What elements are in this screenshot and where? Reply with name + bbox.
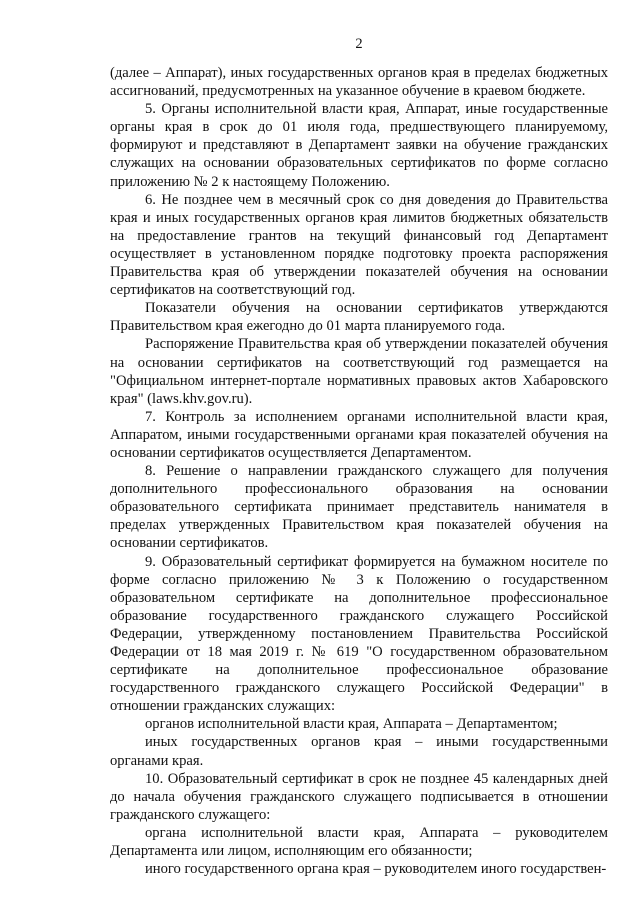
paragraph-item-6: 6. Не позднее чем в месячный срок со дня доведения до Правительства края и иных государственных органов края лимитов бюджетных обязательств на предоставление грантов на текущий финансовый год Департамент осуществляет в установленном порядке подготовку проекта распоряжения Правительства края об утверждении показателей обучения на основании сертификатов на соответствующий год. — [110, 191, 608, 299]
paragraph-item-9-sub-2: иных государственных органов края – иными государственными органами края. — [110, 734, 608, 769]
paragraph-order-publication: Распоряжение Правительства края об утверждении показателей обучения на основании сертификатов на соответствующий год размещается на "Официальном интернет-портале нормативных правовых актов Хабаровского края" (laws.khv.gov.ru). — [110, 336, 608, 407]
paragraph-continuation: (далее – Аппарат), иных государственных органов края в пределах бюджетных ассигнований, предусмотренных на указанное обучение в краевом бюджете. — [110, 65, 608, 100]
paragraph-item-9: 9. Образовательный сертификат формируется на бумажном носителе по форме согласно приложению № 3 к Положению о государственном образовательном сертификате на дополнительное профессиональное образование государственного гражданского служащего Российской Федерации, утвержденному постановлением Правительства Российской Федерации от 18 мая 2019 г. № 619 "О государственном образовательном сертификате на дополнительное профессиональное образование государственного гражданского служащего Российской Федерации" в отношении гражданских служащих: — [110, 553, 608, 715]
page-number: 2 — [355, 36, 363, 52]
document-body — [110, 64, 608, 878]
paragraph-item-9-sub-1: органов исполнительной власти края, Аппарата – Департаментом; — [145, 716, 558, 733]
paragraph-item-10-sub-2: иного государственного органа края – руководителем иного государствен- — [145, 861, 607, 878]
paragraph-item-7: 7. Контроль за исполнением органами исполнительной власти края, Аппаратом, иными государственными органами края показателей обучения на основании сертификатов осуществляется Департаментом. — [110, 408, 608, 461]
paragraph-item-5: 5. Органы исполнительной власти края, Аппарат, иные государственные органы края в срок до 01 июля года, предшествующего планируемому, формируют и представляют в Департамент заявки на обучение гражданских служащих на основании образовательных сертификатов по форме согласно приложению № 2 к настоящему Положению. — [110, 101, 608, 190]
paragraph-item-10: 10. Образовательный сертификат в срок не позднее 45 календарных дней до начала обучения гражданского служащего подписывается в отношении гражданского служащего: — [110, 770, 608, 823]
paragraph-item-10-sub-1: органа исполнительной власти края, Аппарата – руководителем Департамента или лицом, исполняющим его обязанности; — [110, 824, 608, 860]
paragraph-item-8: 8. Решение о направлении гражданского служащего для получения дополнительного профессионального образования на основании образовательного сертификата принимает представитель нанимателя в пределах утвержденных Правительством края показателей обучения на основании сертификатов. — [110, 463, 608, 552]
paragraph-indicators-approval: Показатели обучения на основании сертификатов утверждаются Правительством края ежегодно до 01 марта планируемого года. — [110, 300, 608, 335]
